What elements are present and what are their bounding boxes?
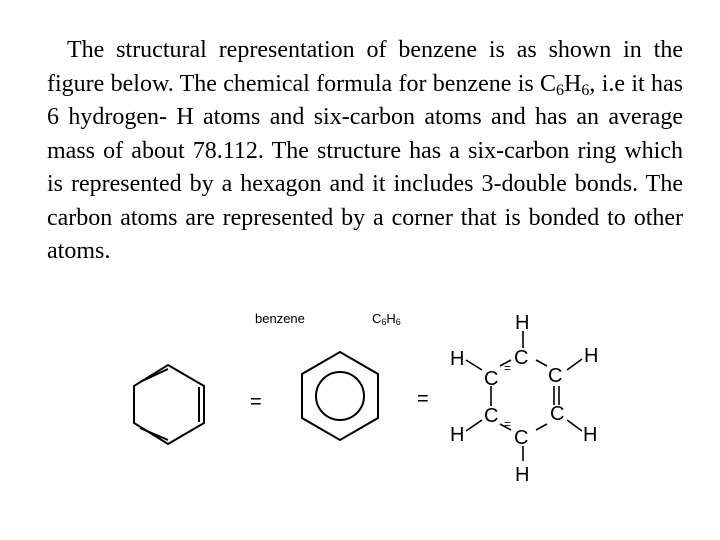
formula-subscript-hydrogen: 6 [581, 81, 590, 99]
atom-c-bottom: C [514, 427, 529, 449]
equals-sign-2: = [417, 388, 429, 410]
formula-c-sub: 6 [381, 317, 387, 327]
formula-subscript-carbon: 6 [556, 81, 565, 99]
benzene-name-label: benzene [255, 311, 305, 326]
bond-h-lower-right [567, 420, 582, 431]
bond-h-upper-right [567, 359, 582, 370]
atom-h-top: H [515, 312, 530, 334]
double-bond-mark-top: = [504, 361, 512, 375]
atom-h-upper-right: H [584, 345, 599, 367]
aromatic-circle [316, 372, 364, 420]
kekule-hexagon [134, 365, 204, 444]
kekule-double-bond-3 [140, 428, 168, 440]
kekule-structure [134, 365, 204, 444]
formula-h: H [386, 311, 396, 326]
aromatic-ring-structure [302, 352, 378, 440]
atom-h-lower-left: H [450, 424, 465, 446]
formula-h-sub: 6 [395, 317, 401, 327]
atom-h-upper-left: H [450, 348, 465, 370]
atom-c-lower-left: C [484, 405, 499, 427]
atom-h-lower-right: H [583, 424, 598, 446]
double-bond-mark-bottom: = [504, 417, 512, 431]
paragraph-text-3: , i.e it has 6 hydrogen- H atoms and six-carbon atoms and has an average mass of about 78.112. The structure has a six-carbon ring which is represented by a hexagon and it includes 3-double bonds. The carbon atoms are represented by a corner that is bonded to other atoms. [47, 70, 683, 264]
equals-sign-1: = [250, 391, 262, 413]
atom-h-bottom: H [515, 464, 530, 486]
bond-h-lower-left [466, 420, 482, 431]
bond-c-top-upper-right [536, 360, 547, 366]
bond-h-upper-left [466, 360, 482, 370]
atom-c-lower-right: C [550, 403, 565, 425]
paragraph-text-2: H [564, 70, 582, 97]
atom-c-upper-left: C [484, 368, 499, 390]
atom-c-top: C [514, 347, 529, 369]
atom-c-upper-right: C [548, 365, 563, 387]
bond-c-lower-right-bottom [536, 424, 547, 430]
structural-formula-atoms [450, 312, 598, 486]
aromatic-hexagon [302, 352, 378, 440]
kekule-double-bond-1 [140, 369, 168, 382]
formula-c: C [372, 311, 382, 326]
paragraph-text-1: The structural representation of benzene is as shown in the figure below. The chemical formula for benzene is C [47, 37, 683, 97]
